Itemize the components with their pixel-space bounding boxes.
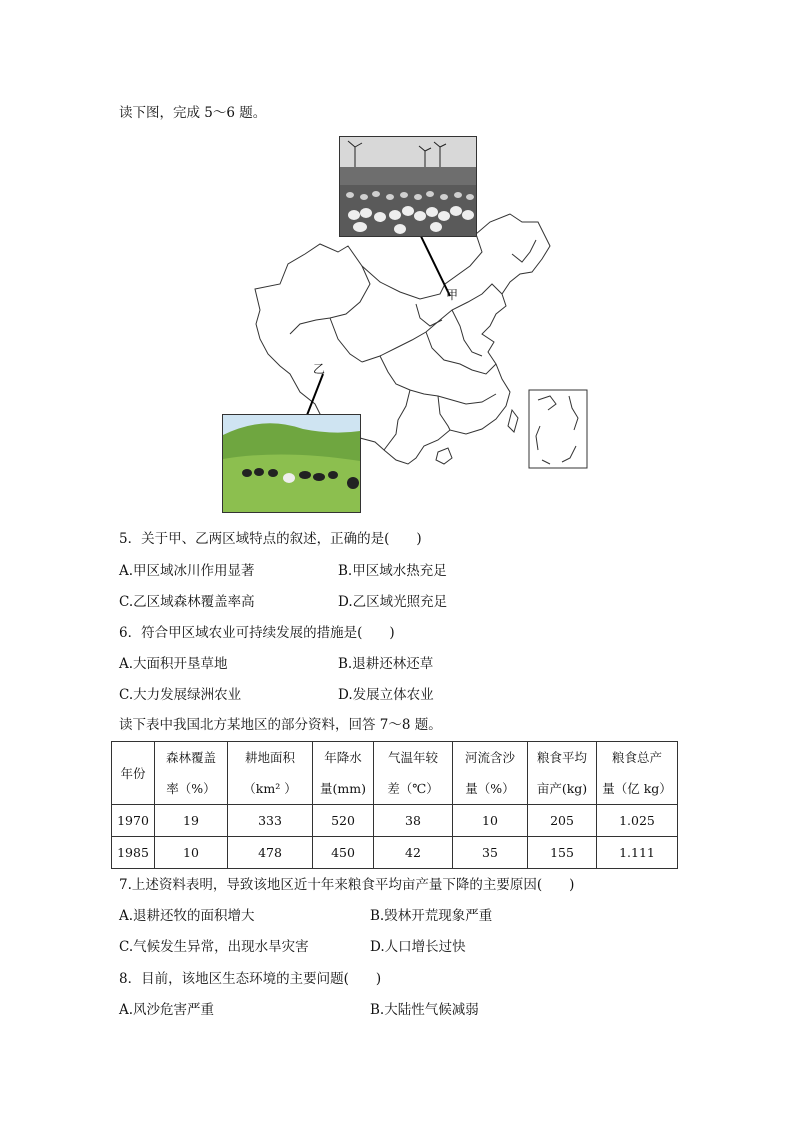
table-cell: 10 — [453, 805, 528, 837]
data-table — [111, 741, 678, 869]
q6-stem: 6．符合甲区域农业可持续发展的措施是( ) — [119, 625, 395, 641]
table-cell: 38 — [374, 805, 453, 837]
q7-option-c: C.气候发生异常，出现水旱灾害 — [119, 939, 309, 955]
q7-stem: 7.上述资料表明，导致该地区近十年来粮食平均亩产量下降的主要原因( ) — [119, 877, 575, 893]
table-cell: 478 — [228, 837, 313, 869]
map-label-jia: 甲 — [446, 288, 459, 302]
table-header-cell: 河流含沙 量（%） — [453, 742, 528, 805]
table-header-cell: 气温年较 差（℃） — [374, 742, 453, 805]
table-row — [112, 805, 678, 837]
table-cell: 520 — [313, 805, 374, 837]
table-cell: 10 — [155, 837, 228, 869]
intro-text-2: 读下表中我国北方某地区的部分资料，回答 7～8 题。 — [119, 717, 442, 733]
table-header-cell: 粮食平均 亩产(kg) — [528, 742, 597, 805]
south-china-sea-inset — [529, 390, 587, 468]
table-cell: 1.025 — [597, 805, 678, 837]
table-header-cell: 耕地面积 （km² ） — [228, 742, 313, 805]
table-row — [112, 837, 678, 869]
q5-option-c: C.乙区域森林覆盖率高 — [119, 594, 255, 610]
map-label-yi: 乙 — [313, 362, 326, 376]
table-header-cell: 森林覆盖 率（%） — [155, 742, 228, 805]
table-cell: 1985 — [112, 837, 155, 869]
table-cell: 42 — [374, 837, 453, 869]
q8-option-a: A.风沙危害严重 — [119, 1002, 215, 1018]
q7-option-a: A.退耕还牧的面积增大 — [119, 908, 255, 924]
photo-sheep-windturbines — [339, 136, 477, 237]
table-cell: 333 — [228, 805, 313, 837]
table-cell: 205 — [528, 805, 597, 837]
table-cell: 1.111 — [597, 837, 678, 869]
q6-option-c: C.大力发展绿洲农业 — [119, 687, 242, 703]
table-header-cell: 年份 — [112, 742, 155, 805]
table-cell: 155 — [528, 837, 597, 869]
table-cell: 1970 — [112, 805, 155, 837]
table-cell: 450 — [313, 837, 374, 869]
table-header-cell: 粮食总产 量（亿 kg） — [597, 742, 678, 805]
q5-stem: 5．关于甲、乙两区域特点的叙述，正确的是( ) — [119, 531, 422, 547]
q6-option-b: B.退耕还林还草 — [338, 656, 434, 672]
q8-stem: 8．目前，该地区生态环境的主要问题( ) — [119, 971, 382, 987]
q7-option-d: D.人口增长过快 — [370, 939, 466, 955]
photo-yaks-grassland — [222, 414, 361, 513]
table-cell: 35 — [453, 837, 528, 869]
q6-option-a: A.大面积开垦草地 — [119, 656, 228, 672]
q5-option-b: B.甲区域水热充足 — [338, 563, 447, 579]
table-header-row — [112, 742, 678, 805]
q8-option-b: B.大陆性气候减弱 — [370, 1002, 479, 1018]
q7-option-b: B.毁林开荒现象严重 — [370, 908, 493, 924]
intro-text-1: 读下图，完成 5～6 题。 — [119, 105, 267, 121]
taiwan-island — [508, 410, 518, 432]
q5-option-d: D.乙区域光照充足 — [338, 594, 448, 610]
table-cell: 19 — [155, 805, 228, 837]
q6-option-d: D.发展立体农业 — [338, 687, 434, 703]
table-header-cell: 年降水 量(mm) — [313, 742, 374, 805]
q5-option-a: A.甲区域冰川作用显著 — [119, 563, 255, 579]
hainan-island — [436, 448, 452, 464]
